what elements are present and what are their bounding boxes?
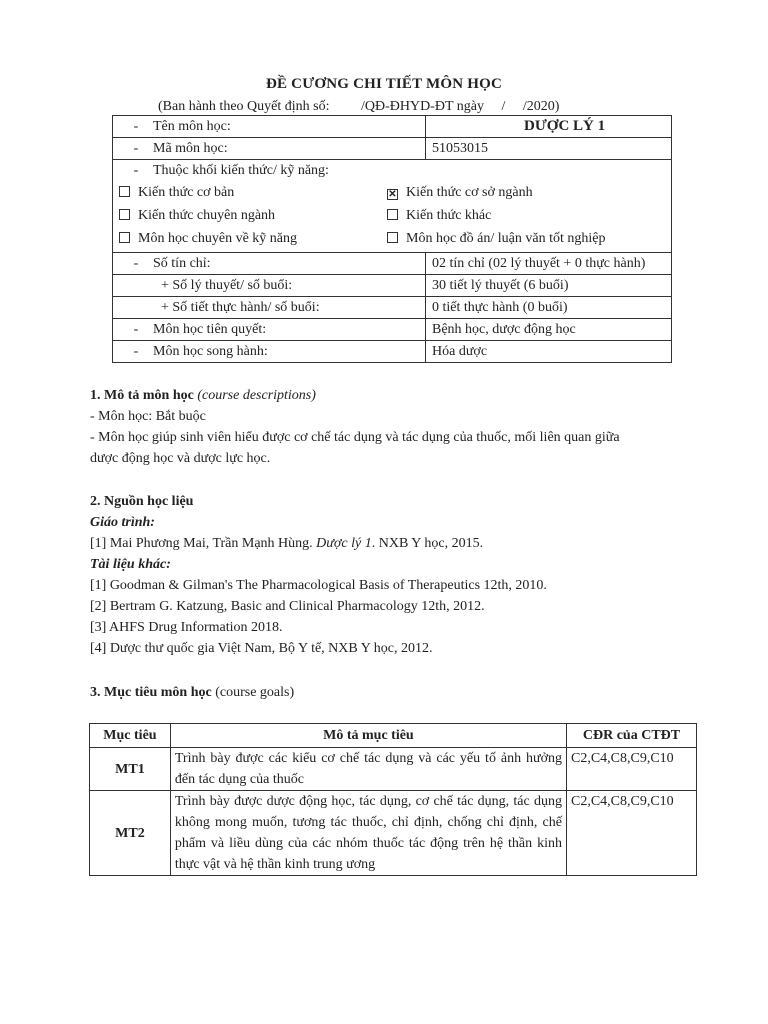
subheading: Giáo trình: bbox=[90, 515, 155, 530]
checkbox-icon[interactable] bbox=[119, 186, 130, 197]
goal-description: Trình bày được dược động học, tác dụng, cơ chế tác dụng, tác dụng không mong muốn, tương tác thuốc, chỉ định, chống chỉ định, chế phẩm và liều dùng của các nhóm thuốc tác động trên hệ thần kinh thực vật và hệ thần kinh trung ương bbox=[170, 791, 566, 876]
paragraph: - Môn học giúp sinh viên hiểu được cơ chế tác dụng và tác dụng của thuốc, mối liên quan giữa bbox=[90, 430, 620, 445]
practice-label: + Số tiết thực hành/ số buổi: bbox=[113, 297, 426, 319]
checkbox-icon[interactable] bbox=[119, 209, 130, 220]
table-row bbox=[90, 748, 697, 791]
option-other[interactable]: Kiến thức khác bbox=[387, 204, 491, 227]
theory-label: + Số lý thuyết/ số buổi: bbox=[113, 275, 426, 297]
checkbox-icon[interactable] bbox=[119, 232, 130, 243]
list-item: [3] AHFS Drug Information 2018. bbox=[90, 620, 283, 635]
table-row bbox=[90, 791, 697, 876]
course-code-value: 51053015 bbox=[426, 138, 672, 160]
list-item: [1] Mai Phương Mai, Trần Mạnh Hùng. Dược lý 1. NXB Y học, 2015. bbox=[90, 536, 484, 551]
section-course-goals: 3. Mục tiêu môn học (course goals) bbox=[90, 685, 295, 700]
knowledge-block-cell: - Thuộc khối kiến thức/ kỹ năng: Kiến thức cơ bản ✕ Kiến thức cơ sở ngành Kiến thức chuyên ngành Kiến thức khác Môn học chuyên về kỹ năng Môn học đồ án/ luận văn tốt nghiệp bbox=[113, 160, 672, 253]
subheading: Tài liệu khác: bbox=[90, 557, 171, 572]
document-subtitle: (Ban hành theo Quyết định số: /QĐ-ĐHYD-ĐT ngày / /2020) bbox=[158, 99, 560, 114]
parallel-value: Hóa dược bbox=[426, 341, 672, 363]
credits-label-cell: - Số tín chỉ: bbox=[113, 253, 426, 275]
section-course-description: 1. Mô tả môn học (course descriptions) - Môn học: Bắt buộc - Môn học giúp sinh viên hiểu được cơ chế tác dụng và tác dụng của thuốc, mối liên quan giữa dược động học và dược lực học. bbox=[90, 385, 700, 469]
section-heading: 3. Mục tiêu môn học bbox=[90, 685, 212, 700]
option-basic[interactable]: Kiến thức cơ bản bbox=[119, 181, 387, 204]
credits-value: 02 tín chỉ (02 lý thuyết + 0 thực hành) bbox=[426, 253, 672, 275]
goal-outcomes: C2,C4,C8,C9,C10 bbox=[566, 748, 696, 791]
table-row bbox=[113, 275, 672, 297]
document-title: ĐỀ CƯƠNG CHI TIẾT MÔN HỌC bbox=[266, 76, 502, 92]
section-heading: 2. Nguồn học liệu bbox=[90, 494, 194, 509]
table-row bbox=[113, 160, 672, 253]
course-goals-table bbox=[89, 723, 697, 876]
column-header: CĐR của CTĐT bbox=[566, 724, 696, 748]
section-learning-resources bbox=[90, 491, 700, 659]
list-item: [4] Dược thư quốc gia Việt Nam, Bộ Y tế, NXB Y học, 2012. bbox=[90, 641, 433, 656]
knowledge-block-label: Thuộc khối kiến thức/ kỹ năng: bbox=[153, 163, 329, 178]
prereq-value: Bệnh học, dược động học bbox=[426, 319, 672, 341]
course-name-value: DƯỢC LÝ 1 bbox=[426, 116, 672, 138]
option-foundation[interactable]: ✕ Kiến thức cơ sở ngành bbox=[388, 185, 533, 200]
table-row bbox=[113, 297, 672, 319]
goal-code: MT1 bbox=[90, 748, 171, 791]
checkbox-icon[interactable] bbox=[387, 209, 398, 220]
goal-outcomes: C2,C4,C8,C9,C10 bbox=[566, 791, 696, 876]
column-header: Mục tiêu bbox=[90, 724, 171, 748]
paragraph: - Môn học: Bắt buộc bbox=[90, 409, 206, 424]
paragraph: dược động học và dược lực học. bbox=[90, 451, 271, 466]
course-code-label-cell: - Mã môn học: bbox=[113, 138, 426, 160]
list-item: [2] Bertram G. Katzung, Basic and Clinical Pharmacology 12th, 2012. bbox=[90, 599, 485, 614]
table-row bbox=[113, 319, 672, 341]
course-name-label-cell: - Tên môn học: bbox=[113, 116, 426, 138]
table-header-row bbox=[90, 724, 697, 748]
column-header: Mô tả mục tiêu bbox=[170, 724, 566, 748]
option-skills[interactable]: Môn học chuyên về kỹ năng bbox=[119, 227, 387, 250]
goal-code: MT2 bbox=[90, 791, 171, 876]
option-thesis[interactable]: Môn học đồ án/ luận văn tốt nghiệp bbox=[387, 227, 605, 250]
option-specialized[interactable]: Kiến thức chuyên ngành bbox=[119, 204, 387, 227]
checkbox-checked-icon[interactable]: ✕ bbox=[388, 189, 397, 200]
table-row bbox=[113, 116, 672, 138]
prereq-label-cell: - Môn học tiên quyết: bbox=[113, 319, 426, 341]
practice-value: 0 tiết thực hành (0 buổi) bbox=[426, 297, 672, 319]
checkbox-icon[interactable] bbox=[387, 232, 398, 243]
table-row bbox=[113, 341, 672, 363]
list-item: [1] Goodman & Gilman's The Pharmacological Basis of Therapeutics 12th, 2010. bbox=[90, 578, 547, 593]
section-heading: 1. Mô tả môn học bbox=[90, 388, 194, 403]
goal-description: Trình bày được các kiểu cơ chế tác dụng và các yếu tố ảnh hưởng đến tác dụng của thuốc bbox=[170, 748, 566, 791]
table-row bbox=[113, 138, 672, 160]
theory-value: 30 tiết lý thuyết (6 buổi) bbox=[426, 275, 672, 297]
parallel-label-cell: - Môn học song hành: bbox=[113, 341, 426, 363]
table-row bbox=[113, 253, 672, 275]
course-info-table bbox=[112, 115, 672, 363]
